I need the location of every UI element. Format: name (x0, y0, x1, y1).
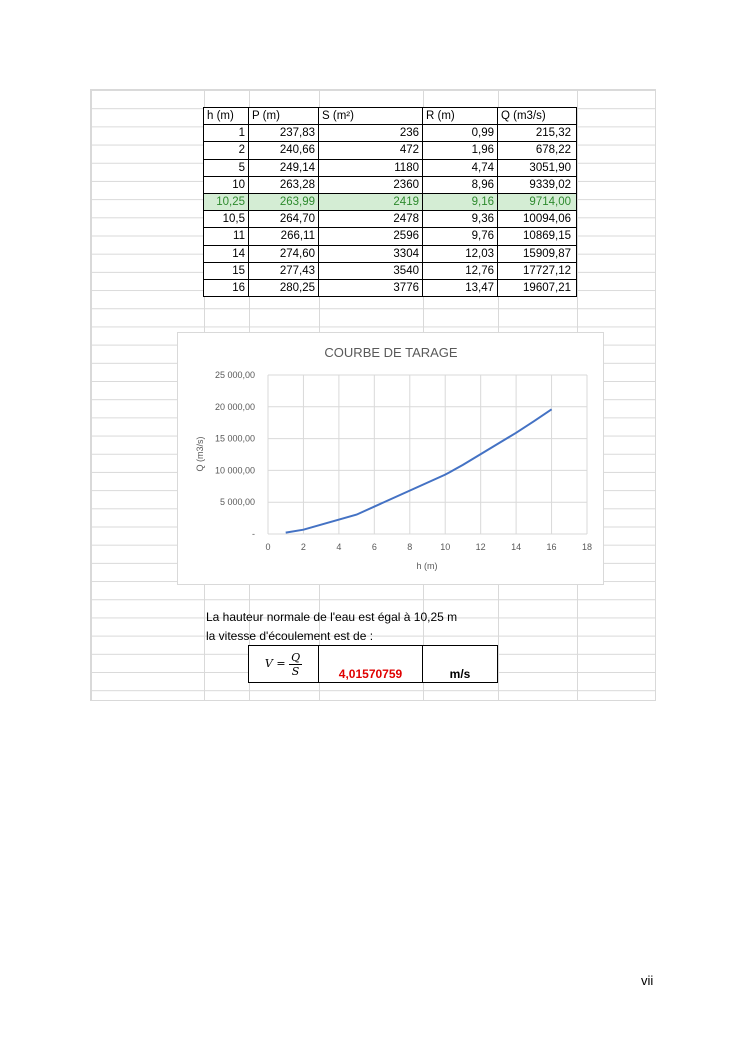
y-tick-label: 15 000,00 (214, 433, 255, 444)
cell-h: 2 (204, 142, 249, 159)
x-tick-label: 12 (475, 542, 486, 552)
cell-s: 2360 (319, 176, 423, 193)
cell-r: 9,36 (423, 211, 498, 228)
x-tick-label: 14 (511, 542, 522, 552)
normal-depth-text: La hauteur normale de l'eau est égal à 10,25 m (206, 610, 458, 624)
cell-r: 13,47 (423, 279, 498, 296)
table-row (204, 125, 577, 142)
cell-h: 10,5 (204, 211, 249, 228)
formula-lhs: V = (264, 657, 286, 670)
cell-q: 10869,15 (498, 228, 577, 245)
table-row (204, 279, 577, 296)
cell-r: 12,03 (423, 245, 498, 262)
formula-numerator: Q (291, 650, 301, 664)
formula-fraction (289, 651, 302, 678)
cell-h: 10 (204, 176, 249, 193)
y-axis-label: Q (m3/s) (195, 436, 205, 472)
cell-s: 472 (319, 142, 423, 159)
cell-q: 9714,00 (498, 193, 577, 210)
cell-p: 277,43 (249, 262, 319, 279)
cell-s: 3304 (319, 245, 423, 262)
cell-h: 1 (204, 125, 249, 142)
header-cell: R (m) (423, 108, 498, 125)
chart-ticks (215, 370, 592, 552)
cell-q: 15909,87 (498, 245, 577, 262)
chart-title: COURBE DE TARAGE (324, 345, 458, 360)
cell-r: 4,74 (423, 159, 498, 176)
cell-q: 10094,06 (498, 211, 577, 228)
cell-q: 9339,02 (498, 176, 577, 193)
cell-s: 2596 (319, 228, 423, 245)
table-row (204, 245, 577, 262)
cell-h: 14 (204, 245, 249, 262)
x-axis-label: h (m) (416, 561, 438, 571)
cell-p: 240,66 (249, 142, 319, 159)
table-row (204, 211, 577, 228)
velocity-value: 4,01570759 (319, 646, 423, 683)
y-tick-label: 5 000,00 (219, 497, 255, 508)
velocity-row (249, 646, 498, 683)
table-row (204, 176, 577, 193)
cell-q: 19607,21 (498, 279, 577, 296)
cell-s: 236 (319, 125, 423, 142)
table-row (204, 262, 577, 279)
cell-r: 9,76 (423, 228, 498, 245)
table-row (204, 228, 577, 245)
cell-s: 3540 (319, 262, 423, 279)
cell-p: 266,11 (249, 228, 319, 245)
cell-p: 274,60 (249, 245, 319, 262)
page-number: vii (641, 973, 654, 988)
cell-p: 264,70 (249, 211, 319, 228)
cell-q: 215,32 (498, 125, 577, 142)
table-row (204, 159, 577, 176)
x-tick-label: 18 (581, 542, 593, 552)
cell-p: 237,83 (249, 125, 319, 142)
cell-s: 2419 (319, 193, 423, 210)
cell-h: 11 (204, 228, 249, 245)
x-tick-label: 6 (371, 542, 377, 552)
cell-q: 678,22 (498, 142, 577, 159)
table-header-row (204, 108, 577, 125)
discharge-curve-line (286, 409, 552, 532)
y-tick-label: 10 000,00 (214, 465, 255, 476)
x-tick-label: 8 (407, 542, 413, 552)
table-row (204, 142, 577, 159)
cell-p: 263,28 (249, 176, 319, 193)
header-cell: Q (m3/s) (498, 108, 577, 125)
cell-p: 263,99 (249, 193, 319, 210)
x-tick-label: 16 (546, 542, 557, 552)
cell-q: 17727,12 (498, 262, 577, 279)
table-row-highlighted (204, 193, 577, 210)
cell-r: 12,76 (423, 262, 498, 279)
cell-p: 249,14 (249, 159, 319, 176)
cell-r: 9,16 (423, 193, 498, 210)
cell-s: 1180 (319, 159, 423, 176)
x-tick-label: 2 (300, 542, 306, 552)
cell-h: 15 (204, 262, 249, 279)
y-tick-label: 20 000,00 (214, 401, 255, 412)
rating-curve-chart[interactable] (177, 332, 604, 585)
x-tick-label: 4 (336, 542, 342, 552)
cell-s: 2478 (319, 211, 423, 228)
cell-r: 0,99 (423, 125, 498, 142)
y-tick-label: 25 000,00 (214, 370, 255, 380)
cell-h: 10,25 (204, 193, 249, 210)
cell-r: 8,96 (423, 176, 498, 193)
velocity-formula (264, 650, 302, 678)
header-cell: h (m) (204, 108, 249, 125)
cell-q: 3051,90 (498, 159, 577, 176)
header-cell: P (m) (249, 108, 319, 125)
cell-s: 3776 (319, 279, 423, 296)
y-tick-label: - (252, 529, 255, 539)
rating-table (203, 107, 577, 297)
cell-p: 280,25 (249, 279, 319, 296)
chart-grid (268, 375, 587, 534)
chart-canvas (178, 333, 603, 584)
cell-r: 1,96 (423, 142, 498, 159)
header-cell: S (m²) (319, 108, 423, 125)
velocity-unit: m/s (423, 646, 498, 683)
velocity-result-table (248, 645, 498, 683)
cell-h: 16 (204, 279, 249, 296)
x-tick-label: 0 (265, 542, 271, 552)
cell-h: 5 (204, 159, 249, 176)
formula-denominator: S (291, 664, 300, 678)
x-tick-label: 10 (440, 542, 451, 552)
formula-cell (249, 646, 319, 683)
velocity-intro-text: la vitesse d'écoulement est de : (206, 629, 374, 643)
